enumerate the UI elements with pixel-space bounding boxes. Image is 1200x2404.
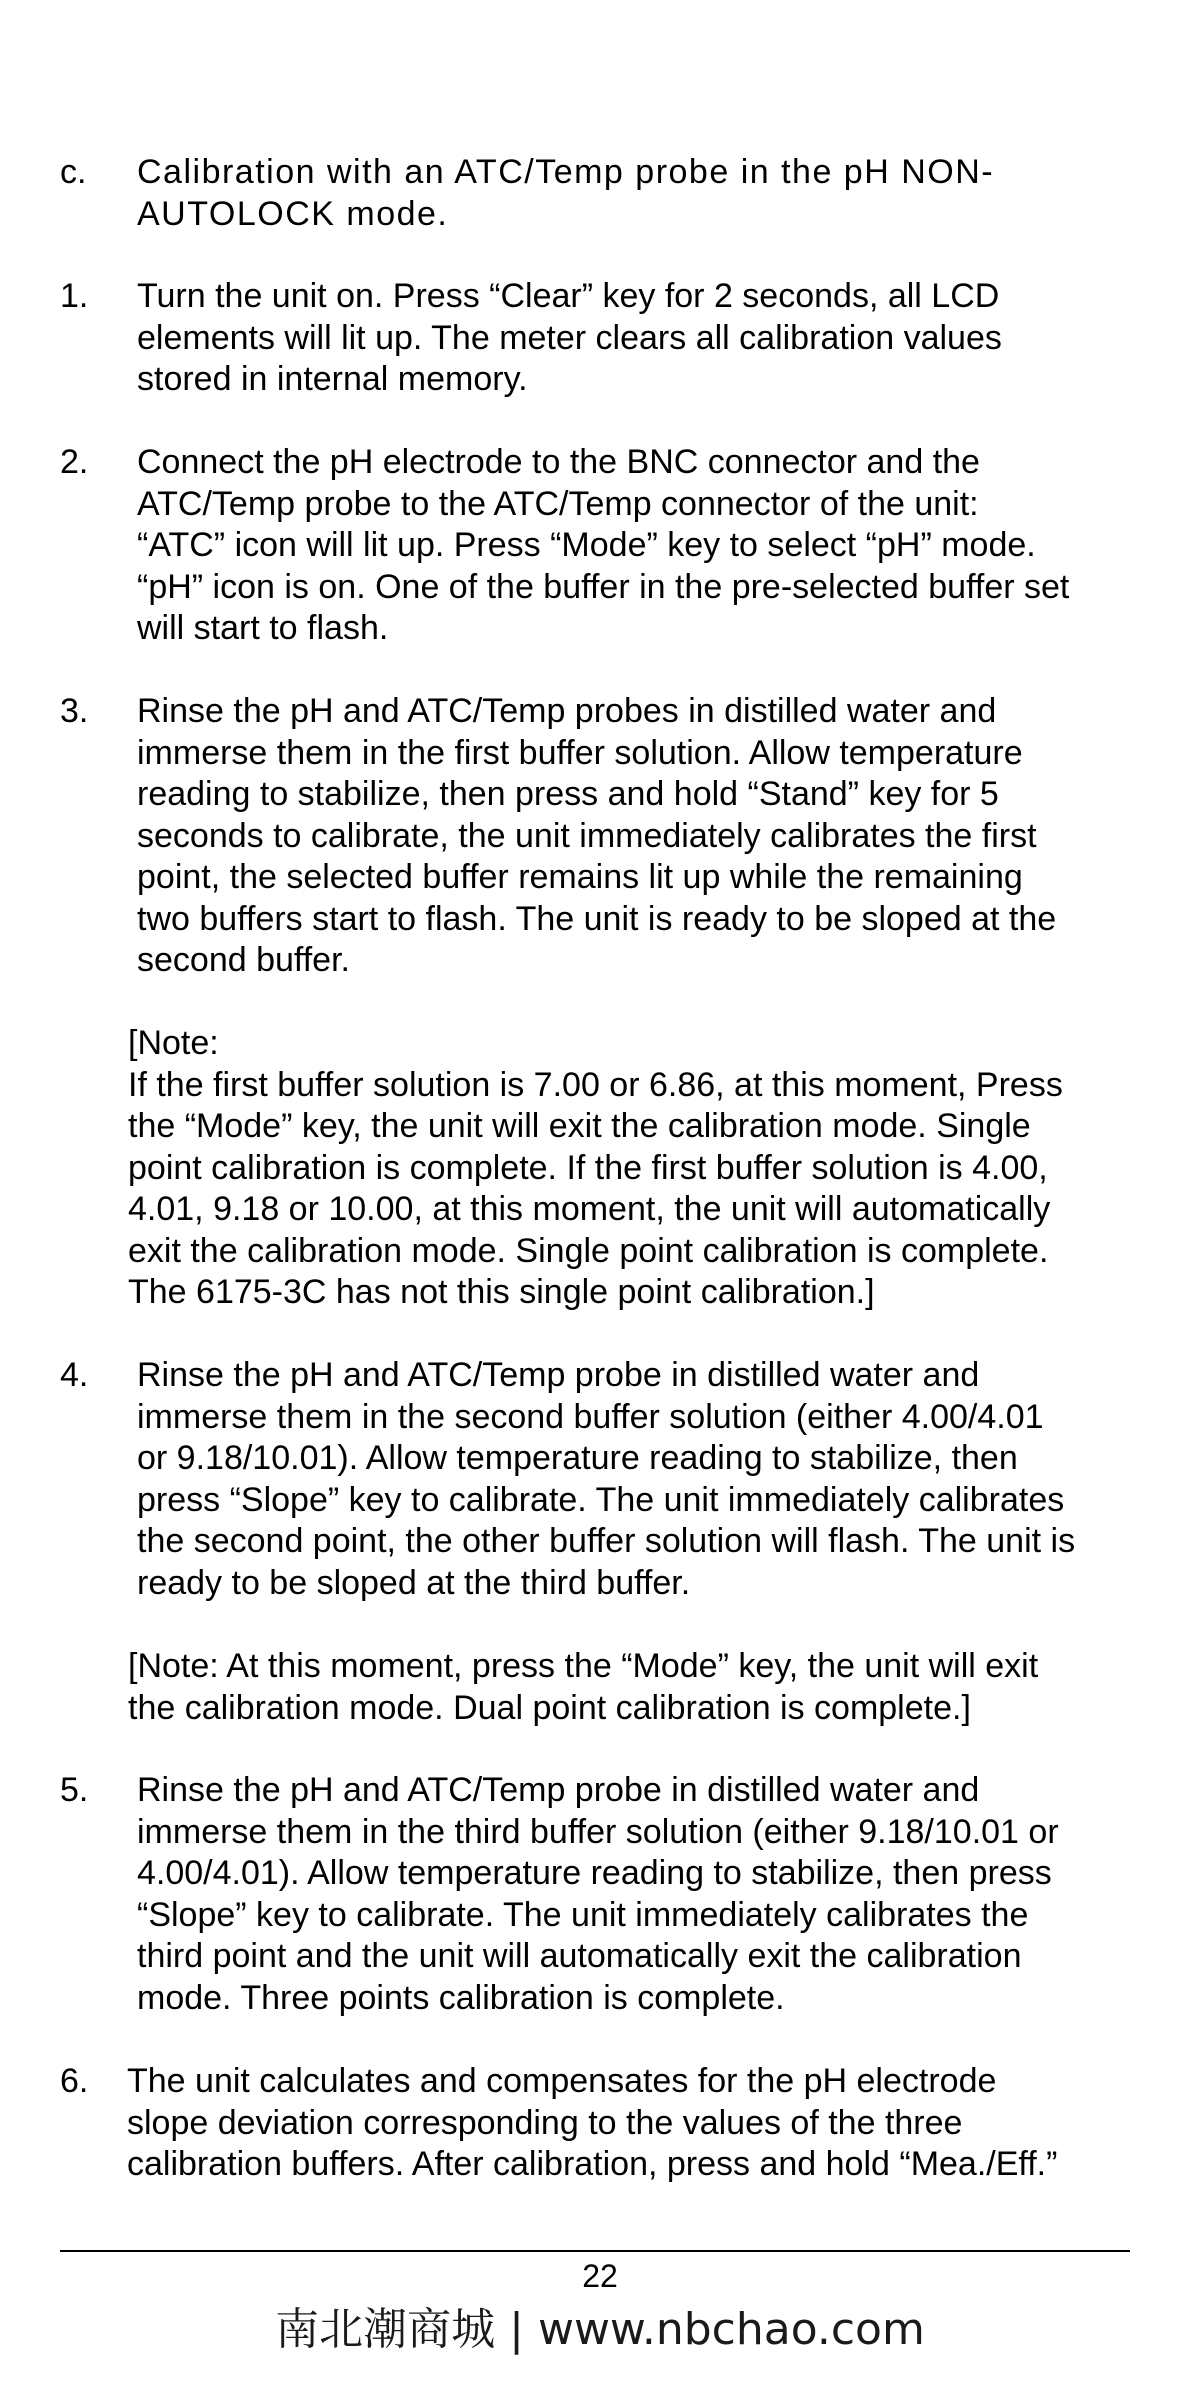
site-watermark: 南北潮商城 | www.nbchao.com (275, 2304, 925, 2355)
footer-divider (60, 2250, 1130, 2252)
step-5 (60, 1770, 1150, 2019)
step-6 (60, 2061, 1150, 2186)
step-number: 3. (60, 692, 89, 730)
step-text: Rinse the pH and ATC/Temp probes in distilled water and immerse them in the first buffer solution. Allow temperature reading to stabilize, then press and hold “Stand” key for 5 seconds to calibrate, the unit immediately calibrates the first point, the selected buffer remains lit up while the remaining two buffers start to flash. The unit is ready to be sloped at the second buffer. (137, 692, 1057, 979)
step-text: Turn the unit on. Press “Clear” key for 2 seconds, all LCD elements will lit up. The meter clears all calibration values stored in internal memory. (137, 277, 1002, 398)
step-number: 4. (60, 1356, 89, 1394)
step-number: 6. (60, 2062, 89, 2100)
step-1 (60, 276, 1150, 401)
step-number: 1. (60, 277, 89, 315)
section-marker: c. (60, 153, 87, 191)
section-c (60, 152, 1150, 235)
section-heading: Calibration with an ATC/Temp probe in the pH NON- AUTOLOCK mode. (137, 153, 995, 233)
note-dual-point: [Note: At this moment, press the “Mode” key, the unit will exit the calibration mode. Dual point calibration is complete.] (128, 1647, 1039, 1727)
step-4 (60, 1355, 1150, 1604)
step-text: Rinse the pH and ATC/Temp probe in distilled water and immerse them in the third buffer solution (either 9.18/10.01 or 4.00/4.01). Allow temperature reading to stabilize, then press “Slope” key to calibrate. The unit immediately calibrates the third point and the unit will automatically exit the calibration mode. Three points calibration is complete. (137, 1771, 1059, 2017)
step-number: 2. (60, 443, 89, 481)
step-2 (60, 442, 1150, 650)
step-text: The unit calculates and compensates for the pH electrode slope deviation corresponding to the values of the three calibration buffers. After calibration, press and hold “Mea./Eff.” (127, 2062, 1058, 2183)
step-text: Connect the pH electrode to the BNC connector and the ATC/Temp probe to the ATC/Temp connector of the unit: “ATC” icon will lit up. Press “Mode” key to select “pH” mode. “pH” icon is on. One of the buffer in the pre-selected buffer set will start to flash. (137, 443, 1070, 647)
step-number: 5. (60, 1771, 89, 1809)
note-single-point: [Note: If the first buffer solution is 7.00 or 6.86, at this moment, Press the “Mode” key, the unit will exit the calibration mode. Single point calibration is complete. If the first buffer solution is 4.00, 4.01, 9.18 or 10.00, at this moment, the unit will automatically exit the calibration mode. Single point calibration is complete. The 6175-3C has not this single point calibration.] (128, 1024, 1063, 1311)
page-number: 22 (582, 2258, 618, 2294)
step-text: Rinse the pH and ATC/Temp probe in distilled water and immerse them in the second buffer solution (either 4.00/4.01 or 9.18/10.01). Allow temperature reading to stabilize, then press “Slope” key to calibrate. The unit immediately calibrates the second point, the other buffer solution will flash. The unit is ready to be sloped at the third buffer. (137, 1356, 1076, 1602)
step-3 (60, 691, 1150, 982)
